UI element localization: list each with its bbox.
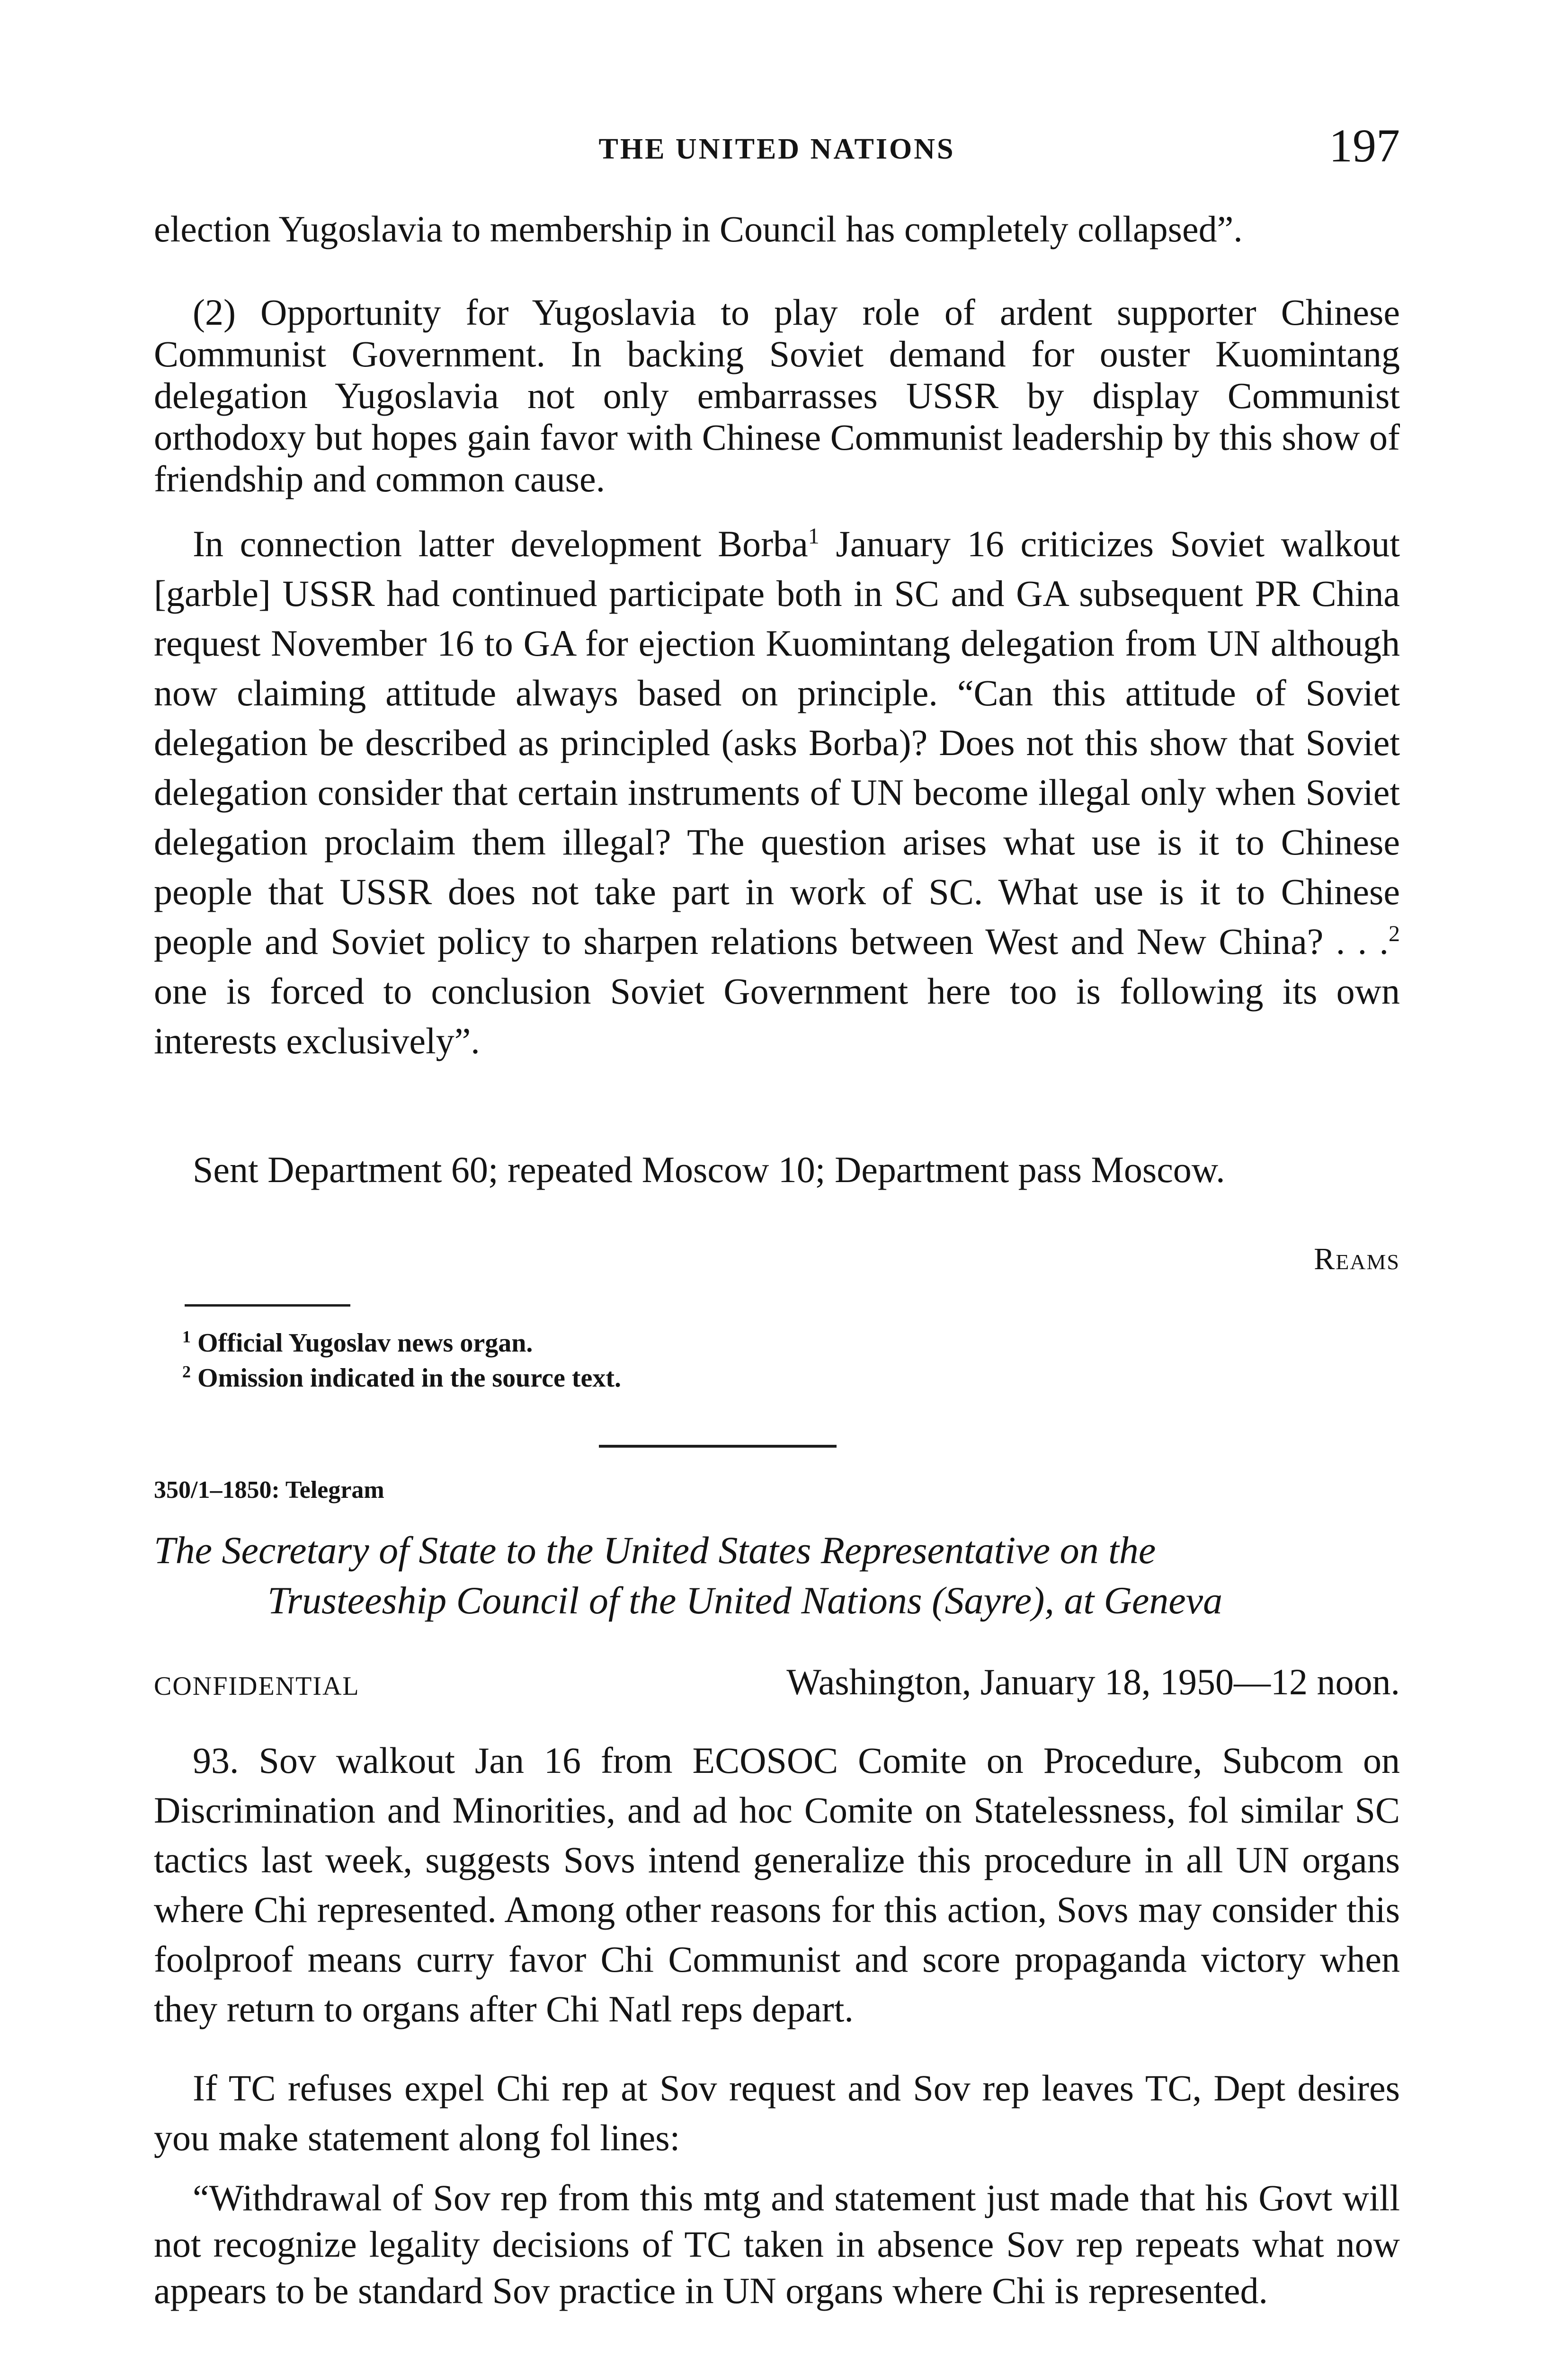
footnote-ref-2: 2 bbox=[1389, 921, 1400, 946]
quoted-statement: “Withdrawal of Sov rep from this mtg and statement just made that his Govt will not recognize legality decisions of TC taken in absence Sov rep repeats what now appears to be standard Sov practice in UN organs where Chi is represented. bbox=[154, 2177, 1400, 2311]
item-2-paragraph: (2) Opportunity for Yugoslavia to play role of ardent supporter Chinese Communist Government. In backing Soviet demand for ouster Kuomintang delegation Yugoslavia not only embarrasses USSR by display Communist orthodoxy but hopes gain favor with Chinese Communist leadership by this show of friendship and common cause. bbox=[154, 292, 1400, 499]
page-number: 197 bbox=[1329, 119, 1400, 172]
footnote-1 bbox=[182, 1326, 1366, 1361]
borba-text-part1: In connection latter development Borba bbox=[193, 523, 808, 564]
tc-paragraph: If TC refuses expel Chi rep at Sov request and Sov rep leaves TC, Dept desires you make statement along fol lines: bbox=[154, 2067, 1400, 2158]
signature: Reams bbox=[1314, 1242, 1400, 1276]
borba-text-part2: January 16 criticizes Soviet walkout [garble] USSR had continued participate both in SC and GA subsequent PR China request November 16 to GA for ejection Kuomintang delegation from UN although now claiming attitude always based on principle. “Can this attitude of Soviet delegation be described as principled (asks Borba)? Does not this show that Soviet delegation consider that certain instruments of UN become illegal only when Soviet delegation proclaim them illegal? The question arises what use is it to Chinese people that USSR does not take part in work of SC. What use is it to Chinese people and Soviet policy to sharpen relations between West and New China? . . . bbox=[154, 523, 1400, 962]
title-line-2: Trusteeship Council of the United Nations (Sayre), at Geneva bbox=[267, 1579, 1223, 1622]
footnote-mark: 2 bbox=[182, 1362, 191, 1381]
title-line-1: The Secretary of State to the United States Representative on the bbox=[154, 1529, 1156, 1572]
file-reference: 350/1–1850: Telegram bbox=[154, 1477, 384, 1504]
running-head bbox=[154, 118, 1400, 170]
footnote-divider bbox=[185, 1304, 350, 1307]
footnote-ref-1: 1 bbox=[808, 524, 820, 549]
borba-text-part3: one is forced to conclusion Soviet Government here too is following its own interests exclusively”. bbox=[154, 970, 1400, 1061]
borba-paragraph bbox=[154, 519, 1400, 1066]
classification-label: CONFIDENTIAL bbox=[154, 1672, 360, 1701]
paragraph-93: 93. Sov walkout Jan 16 from ECOSOC Comite on Procedure, Subcom on Discrimination and Minorities, and ad hoc Comite on Statelessness, fol similar SC tactics last week, suggests Sovs intend generalize this procedure in all UN organs where Chi represented. Among other reasons for this action, Sovs may consider this foolproof means curry favor Chi Communist and score propaganda victory when they return to organs after Chi Natl reps depart. bbox=[154, 1740, 1400, 2029]
footnotes bbox=[182, 1326, 1366, 1396]
dateline: Washington, January 18, 1950—12 noon. bbox=[786, 1661, 1400, 1702]
continued-sentence: election Yugoslavia to membership in Council has completely collapsed”. bbox=[154, 208, 1243, 249]
footnote-2 bbox=[182, 1361, 1366, 1396]
section-divider bbox=[599, 1445, 837, 1448]
sent-paragraph: Sent Department 60; repeated Moscow 10; Department pass Moscow. bbox=[193, 1149, 1225, 1190]
footnote-text: Omission indicated in the source text. bbox=[197, 1363, 621, 1393]
document-title bbox=[154, 1525, 1400, 1626]
footnote-mark: 1 bbox=[182, 1327, 191, 1346]
footnote-text: Official Yugoslav news organ. bbox=[197, 1328, 533, 1358]
running-title: THE UNITED NATIONS bbox=[598, 133, 955, 165]
